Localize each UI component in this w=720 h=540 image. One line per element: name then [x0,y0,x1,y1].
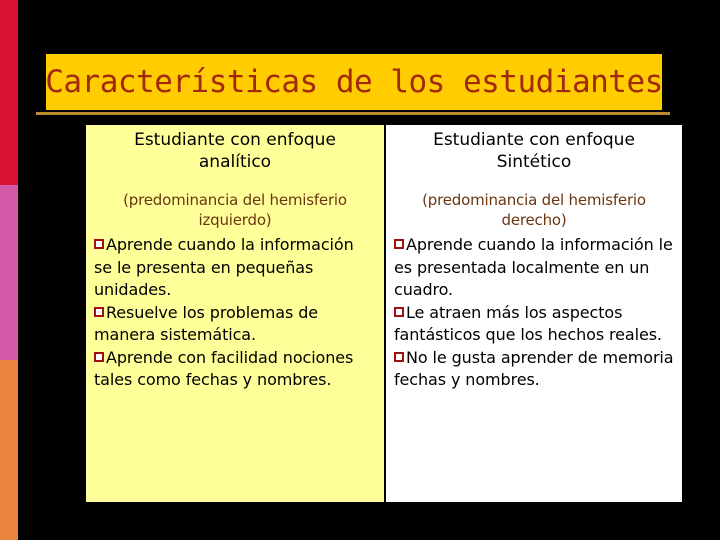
comparison-table [84,123,684,504]
left-column-heading: Estudiante con enfoque analítico [134,130,336,172]
right-bullet-list [394,234,674,392]
left-column-subheading: (predominancia del hemisferio izquierdo) [123,191,347,229]
square-bullet-icon [94,239,104,249]
right-column-synthetic [386,125,682,502]
side-accent-orange [0,360,18,540]
bullet-text: Aprende con facilidad nociones tales como fechas y nombres. [94,347,354,389]
list-item [94,302,376,347]
square-bullet-icon [394,239,404,249]
square-bullet-icon [94,352,104,362]
list-item [394,347,674,392]
bullet-text: Le atraen más los aspectos fantásticos que los hechos reales. [394,302,662,344]
square-bullet-icon [394,352,404,362]
side-accent-red [0,0,18,185]
left-bullet-list [94,234,376,392]
square-bullet-icon [94,307,104,317]
list-item [394,302,674,347]
title-banner [46,54,662,110]
square-bullet-icon [394,307,404,317]
bullet-text: Aprende cuando la información se le presenta en pequeñas unidades. [94,235,354,299]
bullet-text: Resuelve los problemas de manera sistemática. [94,302,318,344]
title-underline [36,112,670,115]
bullet-text: Aprende cuando la información le es presentada localmente en un cuadro. [394,235,673,299]
right-column-subheading: (predominancia del hemisferio derecho) [422,191,646,229]
list-item [394,234,674,302]
list-item [94,234,376,302]
right-column-heading: Estudiante con enfoque Sintético [433,130,635,172]
slide-title: Características de los estudiantes [45,64,663,100]
list-item [94,347,376,392]
bullet-text: No le gusta aprender de memoria fechas y nombres. [394,347,674,389]
side-accent-pink [0,185,18,360]
left-column-analytic [86,125,384,502]
